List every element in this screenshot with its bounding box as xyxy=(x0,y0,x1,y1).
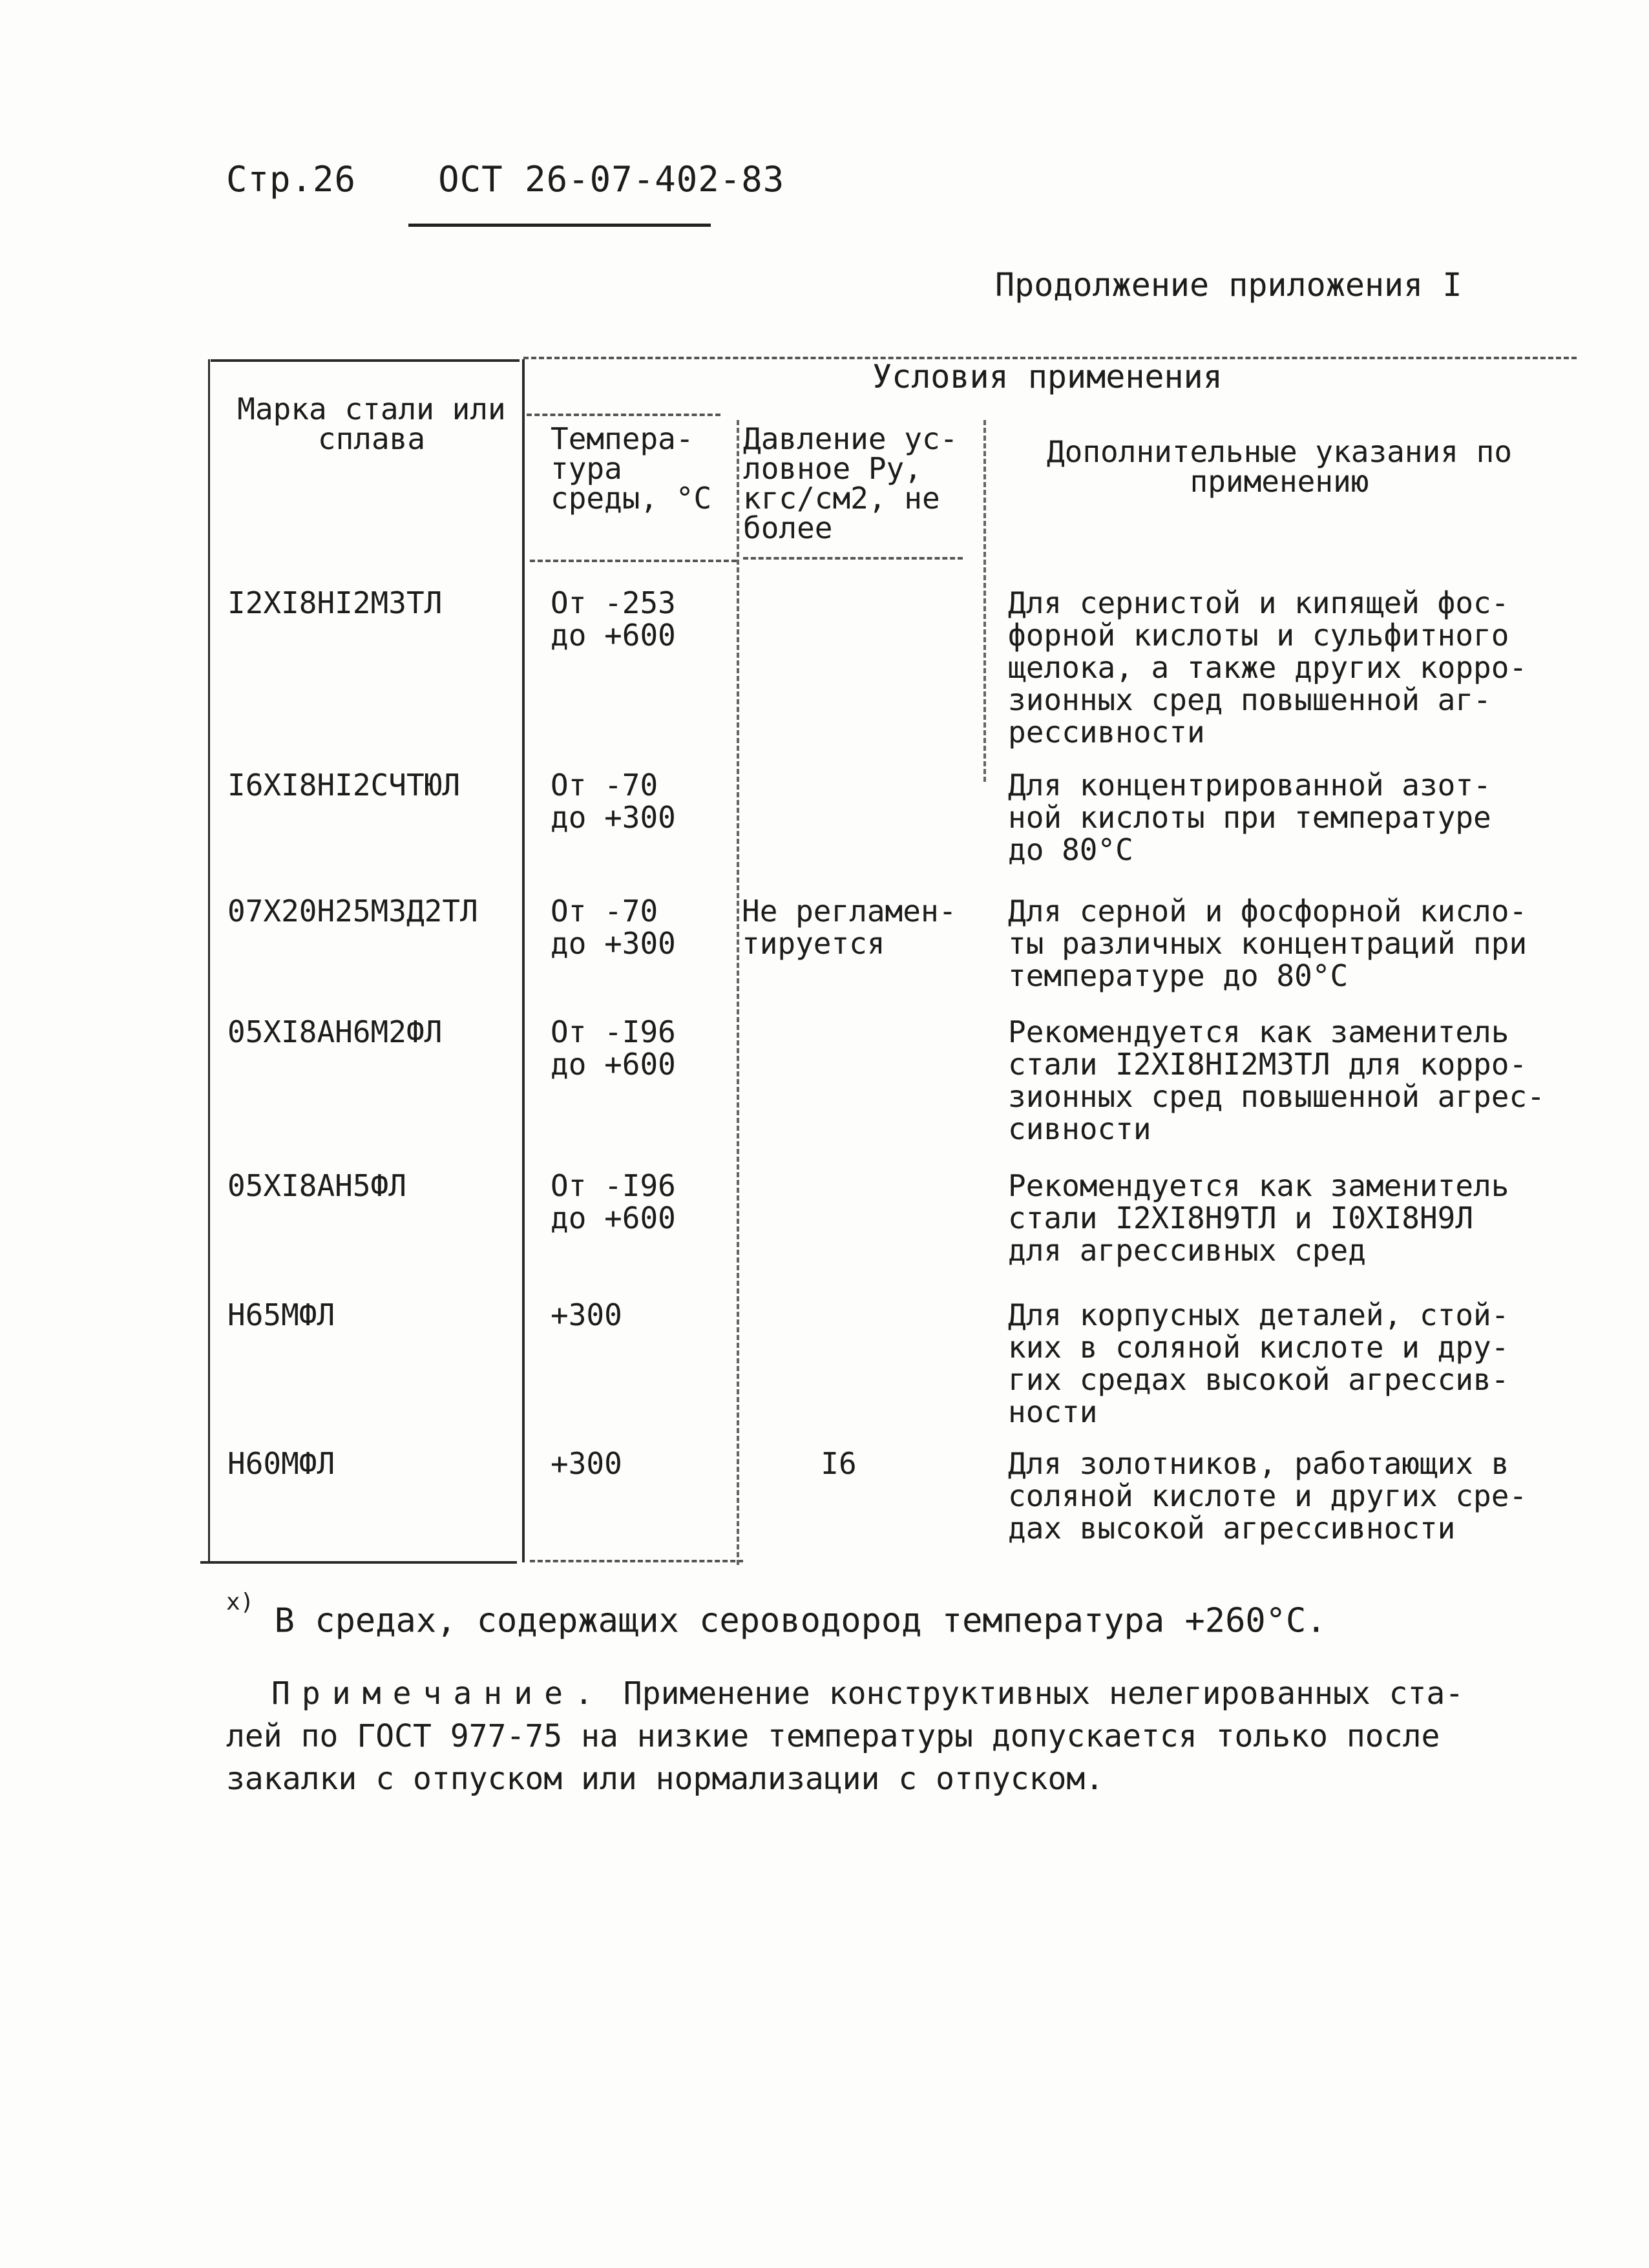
page-number: Стр.26 xyxy=(226,159,357,200)
footnote xyxy=(226,1589,1327,1641)
col-temp-header: Темпера- тура среды, °С xyxy=(551,421,712,516)
temp-cell: От -70 до +300 xyxy=(551,894,676,961)
standard-code: ОСТ 26-07-402-83 xyxy=(438,159,785,200)
note-line-1 xyxy=(226,1672,1551,1715)
col-divider-2 xyxy=(737,420,739,1565)
note-text-2: лей по ГОСТ 977-75 на низкие температуры допускается только после xyxy=(226,1718,1440,1754)
header-bottom-rule-2 xyxy=(743,557,963,560)
notes-cell: Для золотников, работающих в соляной кислоте и других сре- дах высокой агрессивности xyxy=(1008,1446,1528,1546)
col-pressure-header: Давление ус- ловное Ру, кгс/см2, не более xyxy=(743,421,958,545)
note-label: Примечание. xyxy=(271,1675,605,1712)
pressure-cell: I6 xyxy=(821,1446,857,1481)
temp-cell: +300 xyxy=(551,1297,622,1332)
grade-cell: 07X20H25M3Д2TЛ xyxy=(227,894,478,929)
grade-cell: H65MФЛ xyxy=(227,1297,335,1332)
temp-cell: От -253 до +600 xyxy=(551,585,676,653)
grade-cell: I6XI8HI2СЧТЮЛ xyxy=(227,768,461,803)
table-top-rule xyxy=(211,359,520,362)
footnote-marker: x) xyxy=(226,1589,255,1615)
footnote-text: В средах, содержащих сероводород температура +260°С. xyxy=(274,1601,1327,1641)
notes-cell: Для серной и фосфорной кисло- ты различных концентраций при температуре до 80°С xyxy=(1008,894,1528,993)
notes-cell: Для сернистой и кипящей фос- форной кислоты и сульфитного щелока, а также других корро- зионных сред повышенной аг- рессивности xyxy=(1008,585,1528,750)
note xyxy=(226,1672,1551,1800)
group-header: Условия применения xyxy=(872,358,1223,395)
grade-cell: H60MФЛ xyxy=(227,1446,335,1481)
col-grade-header: Марка стали или сплава xyxy=(237,392,506,456)
header-bottom-rule-1 xyxy=(530,560,737,562)
table-bottom-rule xyxy=(200,1561,517,1564)
pressure-cell: Не регламен- тируется xyxy=(742,894,957,961)
grade-cell: I2XI8HI2M3TЛ xyxy=(227,585,443,620)
table-bottom-dashed-rule xyxy=(530,1560,743,1562)
table-left-border xyxy=(208,359,210,1562)
temp-cell: От -I96 до +600 xyxy=(551,1168,676,1235)
col-divider-1 xyxy=(522,359,525,1562)
header-underline xyxy=(408,224,711,227)
temp-cell: От -I96 до +600 xyxy=(551,1014,676,1082)
note-text-3: закалки с отпуском или нормализации с отпуском. xyxy=(226,1761,1104,1797)
continuation-title: Продолжение приложения I xyxy=(995,266,1462,304)
temp-cell: +300 xyxy=(551,1446,622,1481)
col-notes-header: Дополнительные указания по применению xyxy=(1046,434,1513,499)
notes-cell: Для корпусных деталей, стой- ких в соляной кислоте и дру- гих средах высокой агрессив- ности xyxy=(1008,1297,1509,1429)
group-header-rule xyxy=(527,414,720,416)
grade-cell: 05XI8AH6M2ФЛ xyxy=(227,1014,443,1049)
grade-cell: 05XI8AH5ФЛ xyxy=(227,1168,406,1203)
note-text-1: Применение конструктивных нелегированных ста- xyxy=(623,1675,1464,1712)
page-header xyxy=(226,159,784,200)
notes-cell: Для концентрированной азот- ной кислоты при температуре до 80°С xyxy=(1008,768,1491,867)
notes-cell: Рекомендуется как заменитель стали I2XI8HI2M3TЛ для корро- зионных сред повышенной агрес- сивности xyxy=(1008,1014,1545,1146)
temp-cell: От -70 до +300 xyxy=(551,768,676,835)
col-divider-3 xyxy=(983,420,986,782)
notes-cell: Рекомендуется как заменитель стали I2XI8H9TЛ и I0XI8H9Л для агрессивных сред xyxy=(1008,1168,1509,1268)
